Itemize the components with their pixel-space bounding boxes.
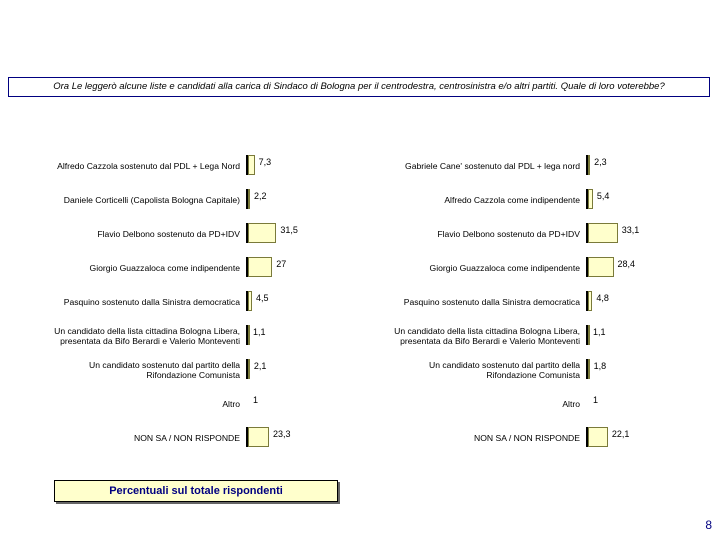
category-label-line: Un candidato sostenuto dal partito della: [429, 360, 580, 370]
value-label: 23,3: [272, 429, 291, 439]
bar: [588, 427, 608, 447]
category-label: [64, 195, 240, 205]
category-label-line: Alfredo Cazzola come indipendente: [444, 195, 580, 205]
category-label-line: Flavio Delbono sostenuto da PD+IDV: [437, 229, 580, 239]
bar: [588, 257, 614, 277]
category-label: [562, 399, 580, 409]
category-label-line: NON SA / NON RISPONDE: [133, 433, 240, 443]
category-label-line: Rifondazione Comunista: [146, 370, 240, 380]
category-label: [437, 229, 580, 239]
value-label: 1,1: [253, 327, 266, 337]
bar: [248, 291, 252, 311]
bar: [248, 427, 269, 447]
category-label: [444, 195, 580, 205]
value-label: 4,8: [596, 293, 609, 303]
value-label: 22,1: [611, 429, 630, 439]
value-label: 4,5: [256, 293, 269, 303]
bar: [588, 291, 592, 311]
category-label-line: Un candidato della lista cittadina Bologna Libera,: [394, 326, 580, 336]
category-label: [134, 433, 240, 443]
chart-right: [340, 0, 700, 460]
bar: [588, 223, 618, 243]
category-label-line: Altro: [222, 399, 240, 409]
category-label-line: Gabriele Cane' sostenuto dal PDL + lega nord: [405, 161, 580, 171]
category-label-line: NON SA / NON RISPONDE: [473, 433, 580, 443]
value-label: 33,1: [621, 225, 640, 235]
category-label-line: Flavio Delbono sostenuto da PD+IDV: [97, 229, 240, 239]
bar: [588, 393, 589, 413]
category-label-line: Un candidato sostenuto dal partito della: [89, 360, 240, 370]
category-label: [429, 360, 580, 380]
category-label: [90, 263, 240, 273]
category-label-line: presentata da Bifo Berardi e Valerio Monteventi: [400, 336, 580, 346]
bar: [588, 359, 590, 379]
value-label: 1: [253, 395, 259, 405]
bar: [588, 189, 593, 209]
chart-left: [0, 0, 360, 460]
bar: [588, 325, 590, 345]
note-percentuali: Percentuali sul totale rispondenti: [54, 480, 338, 502]
value-label: 1,8: [593, 361, 607, 371]
value-label: 7,3: [258, 157, 272, 167]
category-label-line: Giorgio Guazzaloca come indipendente: [89, 263, 240, 273]
category-label: [89, 360, 240, 380]
category-label: [54, 326, 240, 346]
value-label: 1,1: [593, 327, 606, 337]
bar: [248, 359, 250, 379]
category-label-line: Daniele Corticelli (Capolista Bologna Capitale): [63, 195, 240, 205]
value-label: 27: [276, 259, 287, 269]
category-label: [404, 297, 580, 307]
category-label-line: Un candidato della lista cittadina Bologna Libera,: [54, 326, 240, 336]
category-label-line: Altro: [562, 399, 580, 409]
bar: [248, 189, 250, 209]
category-label: [57, 161, 240, 171]
category-label-line: Pasquino sostenuto dalla Sinistra democratica: [403, 297, 580, 307]
bar: [248, 257, 272, 277]
value-label: 2,2: [253, 191, 267, 201]
category-label: [64, 297, 240, 307]
bar: [248, 393, 249, 413]
value-label: 31,5: [280, 225, 298, 235]
bar: [248, 155, 255, 175]
value-label: 2,3: [594, 157, 607, 167]
category-label: [222, 399, 240, 409]
category-label-line: Pasquino sostenuto dalla Sinistra democratica: [63, 297, 240, 307]
page-number: 8: [705, 518, 712, 532]
value-label: 5,4: [596, 191, 610, 201]
value-label: 1: [593, 395, 599, 405]
category-label: [474, 433, 580, 443]
bar: [248, 325, 250, 345]
category-label: [405, 161, 580, 171]
category-label-line: Rifondazione Comunista: [486, 370, 580, 380]
category-label-line: Alfredo Cazzola sostenuto dal PDL + Lega Nord: [57, 161, 240, 171]
category-label: [430, 263, 580, 273]
bar: [588, 155, 590, 175]
category-label: [97, 229, 240, 239]
category-label: [394, 326, 580, 346]
value-label: 2,1: [253, 361, 267, 371]
question-text: Ora Le leggerò alcune liste e candidati alla carica di Sindaco di Bologna per il centrodestra, centrosinistra e/o altri partiti. Quale di loro voterebbe?: [8, 77, 710, 97]
value-label: 28,4: [617, 259, 636, 269]
bar: [248, 223, 276, 243]
category-label-line: Giorgio Guazzaloca come indipendente: [429, 263, 580, 273]
category-label-line: presentata da Bifo Berardi e Valerio Monteventi: [60, 336, 240, 346]
